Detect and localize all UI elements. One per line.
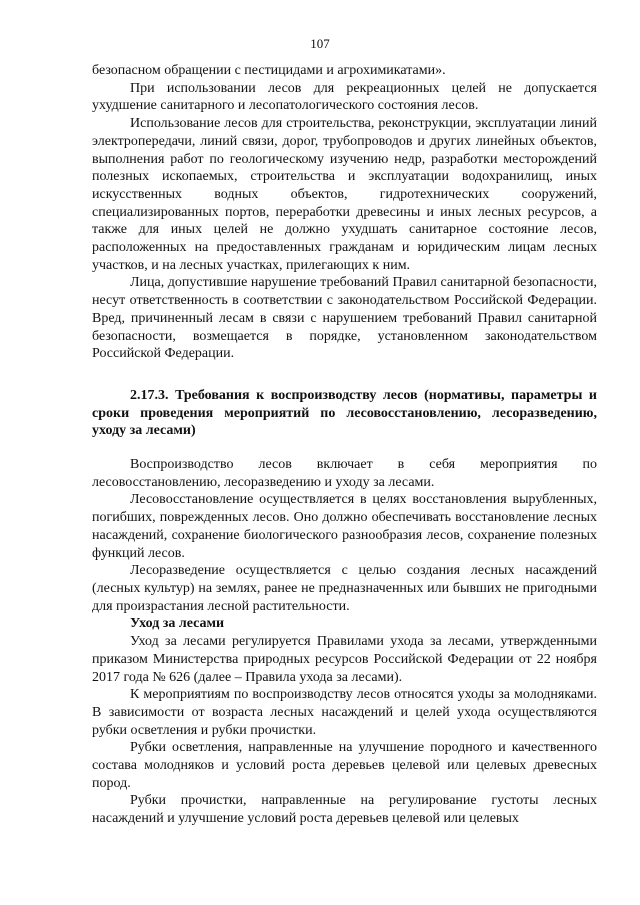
- paragraph: К мероприятиям по воспроизводству лесов относятся уходы за молодняками. В зависимости от возраста лесных насаждений и целей ухода осуществляются рубки осветления и рубки прочистки.: [92, 687, 597, 738]
- paragraph: Воспроизводство лесов включает в себя мероприятия по лесовосстановлению, лесоразведению и уходу за лесами.: [92, 457, 597, 490]
- paragraph: Рубки прочистки, направленные на регулирование густоты лесных насаждений и улучшение условий роста деревьев целевой или целевых: [92, 793, 597, 827]
- paragraph: Использование лесов для строительства, реконструкции, эксплуатации линий электропередачи, линий связи, дорог, трубопроводов и других линейных объектов, выполнения работ по геологическому изучению недр, разработки месторождений полезных ископаемых, строительства и эксплуатации водохранилищ, иных искусственных водных объектов, гидротехнических сооружений, специализированных портов, переработки древесины и иных лесных ресурсов, а также для иных целей не должно ухудшать санитарное состояние лесов, расположенных на предоставленных гражданам и юридическим лицам лесных участков, и на лесных участках, прилегающих к ним.: [92, 116, 597, 273]
- paragraph: При использовании лесов для рекреационных целей не допускается ухудшение санитарного и лесопатологического состояния лесов.: [92, 80, 597, 114]
- paragraph: Лесовосстановление осуществляется в целях восстановления вырубленных, погибших, поврежденных лесов. Оно должно обеспечивать восстановление лесных насаждений, сохранение биологического разнообразия лесов, сохранение полезных функций лесов.: [92, 492, 597, 561]
- paragraph: безопасном обращении с пестицидами и агрохимикатами».: [92, 63, 446, 78]
- subheading: Уход за лесами: [130, 616, 225, 632]
- paragraph: Рубки осветления, направленные на улучшение породного и качественного состава молодняков и условий роста деревьев целевой или целевых древесных пород.: [92, 740, 597, 791]
- paragraph: Уход за лесами регулируется Правилами ухода за лесами, утвержденными приказом Министерства природных ресурсов Российской Федерации от 22 ноября 2017 года № 626 (далее – Правила ухода за лесами).: [92, 634, 597, 685]
- section-heading: 2.17.3. Требования к воспроизводству лесов (нормативы, параметры и сроки проведения мероприятий по лесовосстановлению, лесоразведению, уходу за лесами): [92, 387, 597, 439]
- paragraph: Лица, допустившие нарушение требований Правил санитарной безопасности, несут ответственность в соответствии с законодательством Российской Федерации. Вред, причиненный лесам в связи с нарушением требований Правил санитарной безопасности, возмещается в порядке, установленном законодательством Российской Федерации.: [92, 275, 597, 362]
- document-body: [92, 62, 597, 828]
- paragraph: Лесоразведение осуществляется с целью создания лесных насаждений (лесных культур) на землях, ранее не предназначенных или бывших не пригодными для произрастания лесной растительности.: [92, 563, 597, 614]
- page-number: 107: [310, 36, 330, 51]
